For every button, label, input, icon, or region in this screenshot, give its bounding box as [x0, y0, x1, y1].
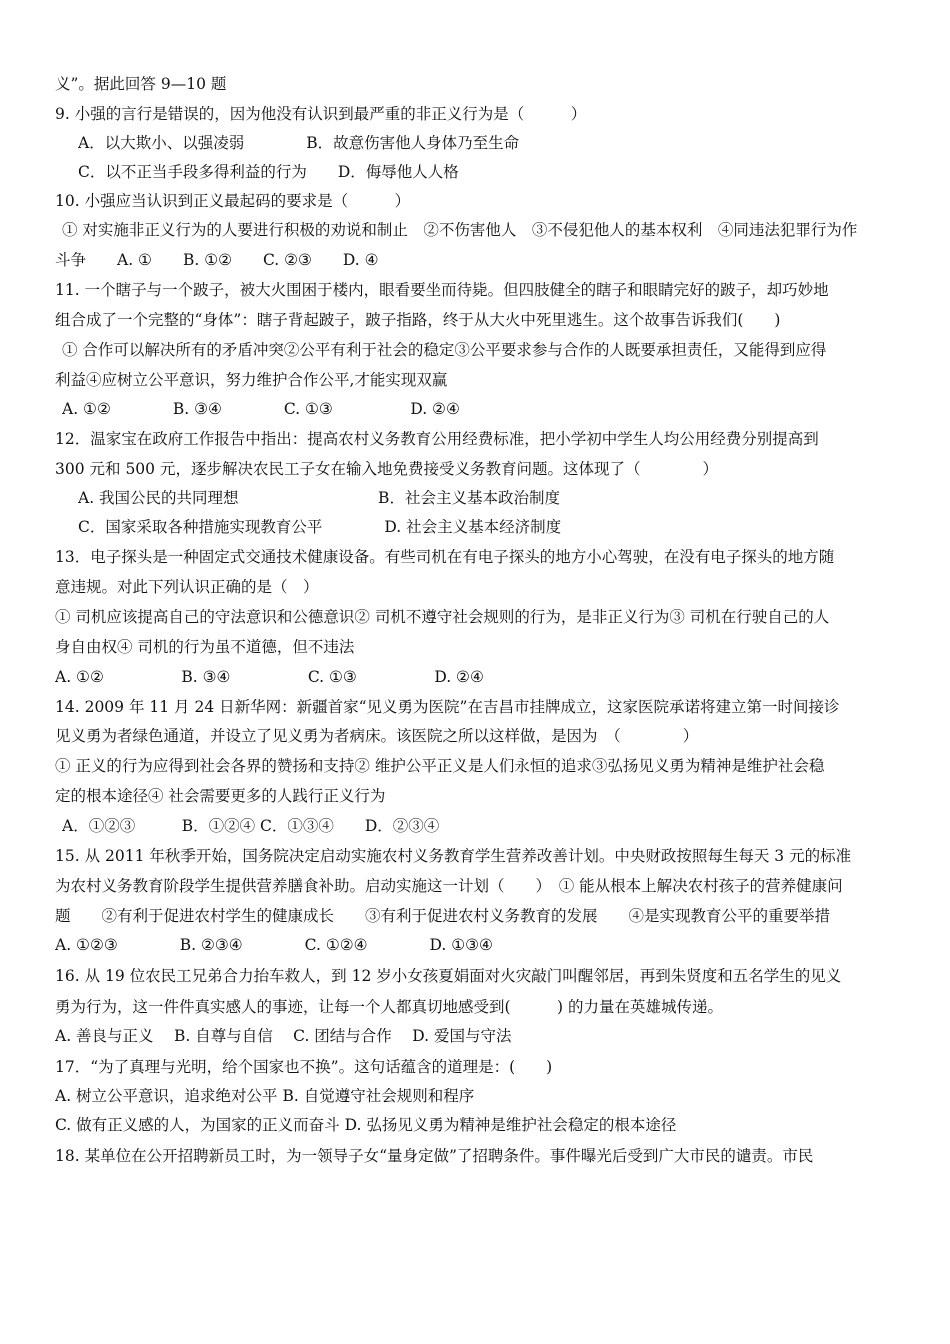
q13-options: A. ①② B. ③④ C. ①③ D. ②④ [55, 668, 484, 686]
question-16-cont: 勇为行为，这一件件真实感人的事迹，让每一个人都真切地感受到( ) 的力量在英雄城传递。 [55, 998, 724, 1016]
question-11: 11. 一个瞎子与一个跛子，被大火围困于楼内，眼看要坐而待毙。但四肢健全的瞎子和眼睛完好的跛子，却巧妙地 [55, 281, 829, 299]
question-14-cont: 见义勇为者绿色通道，并设立了见义勇为者病床。该医院之所以这样做，是因为 （ ） [55, 727, 699, 745]
q17-options-cd: C. 做有正义感的人，为国家的正义而奋斗 D. 弘扬见义勇为精神是维护社会稳定的根本途径 [55, 1116, 677, 1134]
question-13: 13．电子探头是一种固定式交通技术健康设备。有些司机在有电子探头的地方小心驾驶，在没有电子探头的地方随 [55, 548, 835, 566]
q12-options-cd: C．国家采取各种措施实现教育公平 D. 社会主义基本经济制度 [78, 518, 562, 536]
q17-options-ab: A. 树立公平意识，追求绝对公平 B. 自觉遵守社会规则和程序 [55, 1087, 475, 1105]
q11-options: A. ①② B. ③④ C. ①③ D. ②④ [62, 400, 460, 418]
question-15: 15. 从 2011 年秋季开始，国务院决定启动实施农村义务教育学生营养改善计划。中央财政按照每生每天 3 元的标准 [55, 847, 852, 865]
q11-statements: ① 合作可以解决所有的矛盾冲突②公平有利于社会的稳定③公平要求参与合作的人既要承担责任，又能得到应得 [62, 341, 827, 359]
q10-statements: ① 对实施非正义行为的人要进行积极的劝说和制止 ②不伤害他人 ③不侵犯他人的基本权利 ④同违法犯罪行为作 [62, 221, 858, 239]
q14-statements-cont: 定的根本途径④ 社会需要更多的人践行正义行为 [55, 787, 386, 805]
question-11-cont: 组合成了一个完整的“身体”：瞎子背起跛子，跛子指路，终于从大火中死里逃生。这个故事告诉我们( ) [55, 311, 781, 329]
q9-options-cd: C．以不正当手段多得利益的行为 D．侮辱他人人格 [78, 163, 459, 181]
question-14: 14. 2009 年 11 月 24 日新华网：新疆首家“见义勇为医院”在吉昌市挂牌成立，这家医院承诺将建立第一时间接诊 [55, 698, 840, 716]
question-12-cont: 300 元和 500 元，逐步解决农民工子女在输入地免费接受义务教育问题。这体现了（ ） [55, 460, 718, 478]
question-12: 12．温家宝在政府工作报告中指出：提高农村义务教育公用经费标准，把小学初中学生人均公用经费分别提高到 [55, 430, 819, 448]
q16-options: A. 善良与正义 B. 自尊与自信 C. 团结与合作 D. 爱国与守法 [55, 1027, 512, 1045]
q15-statements: 题 ②有利于促进农村学生的健康成长 ③有利于促进农村义务教育的发展 ④是实现教育公平的重要举措 [55, 907, 831, 925]
q12-options-ab: A. 我国公民的共同理想 B．社会主义基本政治制度 [78, 489, 560, 507]
intro-line: 义”。据此回答 9—10 题 [55, 75, 227, 93]
question-9: 9. 小强的言行是错误的，因为他没有认识到最严重的非正义行为是（ ） [55, 105, 587, 123]
question-15-cont: 为农村义务教育阶段学生提供营养膳食补助。启动实施这一计划（ ） ① 能从根本上解决农村孩子的营养健康问 [55, 877, 843, 895]
q13-statements: ① 司机应该提高自己的守法意识和公德意识② 司机不遵守社会规则的行为，是非正义行为③ 司机在行驶自己的人 [55, 608, 830, 626]
q14-statements: ① 正义的行为应得到社会各界的赞扬和支持② 维护公平正义是人们永恒的追求③弘扬见义勇为精神是维护社会稳 [55, 757, 825, 775]
question-18: 18. 某单位在公开招聘新员工时，为一领导子女“量身定做”了招聘条件。事件曝光后受到广大市民的谴责。市民 [55, 1147, 814, 1165]
q14-options: A．①②③ B．①②④ C．①③④ D．②③④ [62, 817, 440, 835]
q9-options-ab: A．以大欺小、以强凌弱 B．故意伤害他人身体乃至生命 [78, 134, 520, 152]
question-16: 16. 从 19 位农民工兄弟合力抬车救人，到 12 岁小女孩夏娟面对火灾敲门叫醒邻居，再到朱贤度和五名学生的见义 [55, 967, 842, 985]
question-17: 17．“为了真理与光明，给个国家也不换”。这句话蕴含的道理是：( ) [55, 1058, 553, 1076]
q13-statements-cont: 身自由权④ 司机的行为虽不道德，但不违法 [55, 638, 355, 656]
q11-statements-cont: 利益④应树立公平意识，努力维护合作公平,才能实现双赢 [55, 371, 448, 389]
q10-options: 斗争 A. ① B. ①② C. ②③ D. ④ [55, 251, 379, 269]
question-13-cont: 意违规。对此下列认识正确的是（ ） [55, 578, 319, 596]
question-10: 10. 小强应当认识到正义最起码的要求是（ ） [55, 192, 411, 210]
q15-options: A. ①②③ B. ②③④ C. ①②④ D. ①③④ [55, 936, 493, 954]
